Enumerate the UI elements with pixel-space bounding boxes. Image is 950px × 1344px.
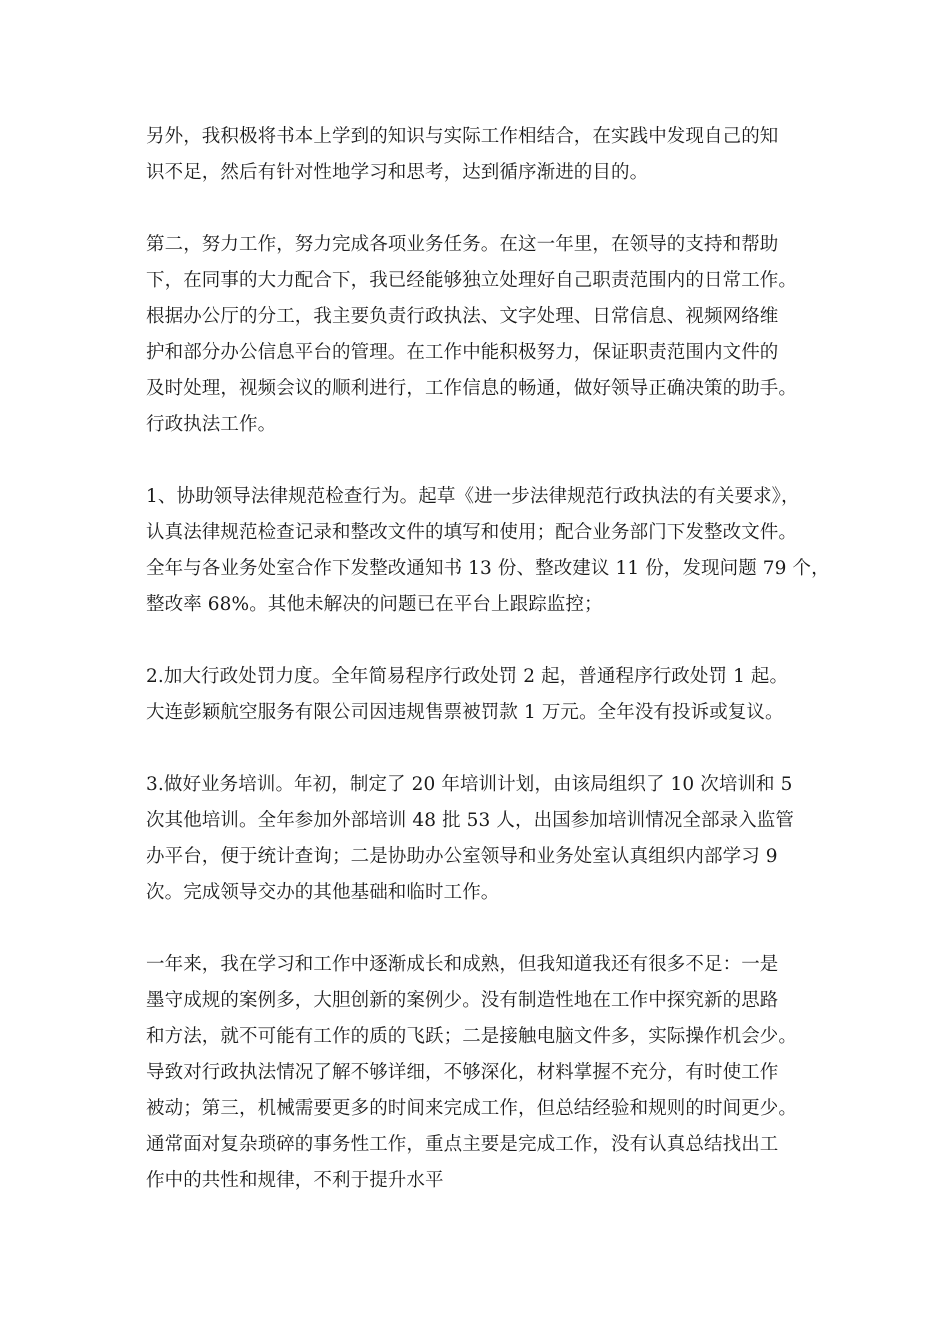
paragraph-study-practice [146, 119, 826, 191]
text-line: 被动；第三，机械需要更多的时间来完成工作，但总结经验和规则的时间更少。 [146, 1098, 798, 1119]
text-line: 2.加大行政处罚力度。全年简易程序行政处罚 2 起，普通程序行政处罚 1 起。 [146, 666, 789, 687]
paragraph-shortcomings [146, 947, 826, 1199]
text-line: 通常面对复杂琐碎的事务性工作，重点主要是完成工作，没有认真总结找出工 [146, 1134, 779, 1155]
paragraph-item-1-inspection [146, 479, 830, 623]
text-line: 办平台，便于统计查询；二是协助办公室领导和业务处室认真组织内部学习 9 [146, 846, 778, 867]
paragraph-work-tasks [146, 227, 826, 443]
text-line: 整改率 68%。其他未解决的问题已在平台上跟踪监控； [146, 594, 603, 615]
paragraph-item-2-penalties [146, 659, 826, 731]
text-line: 行政执法工作。 [146, 414, 277, 435]
paragraph-item-3-training [146, 767, 826, 911]
text-line: 全年与各业务处室合作下发整改通知书 13 份、整改建议 11 份，发现问题 79 个， [146, 558, 830, 579]
text-line: 导致对行政执法情况了解不够详细，不够深化，材料掌握不充分，有时使工作 [146, 1062, 779, 1083]
text-line: 一年来，我在学习和工作中逐渐成长和成熟，但我知道我还有很多不足：一是 [146, 954, 779, 975]
text-line: 和方法，就不可能有工作的质的飞跃；二是接触电脑文件多，实际操作机会少。 [146, 1026, 798, 1047]
text-line: 次其他培训。全年参加外部培训 48 批 53 人，出国参加培训情况全部录入监管 [146, 810, 795, 831]
document-body [146, 119, 830, 1235]
text-line: 根据办公厅的分工，我主要负责行政执法、文字处理、日常信息、视频网络维 [146, 306, 779, 327]
text-line: 大连彭颖航空服务有限公司因违规售票被罚款 1 万元。全年没有投诉或复议。 [146, 702, 784, 723]
text-line: 作中的共性和规律，不利于提升水平 [146, 1170, 444, 1191]
text-line: 另外，我积极将书本上学到的知识与实际工作相结合，在实践中发现自己的知 [146, 126, 779, 147]
text-line: 1、协助领导法律规范检查行为。起草《进一步法律规范行政执法的有关要求》， [146, 486, 800, 507]
text-line: 3.做好业务培训。年初，制定了 20 年培训计划，由该局组织了 10 次培训和 5 [146, 774, 793, 795]
text-line: 护和部分办公信息平台的管理。在工作中能积极努力，保证职责范围内文件的 [146, 342, 779, 363]
text-line: 第二，努力工作，努力完成各项业务任务。在这一年里，在领导的支持和帮助 [146, 234, 779, 255]
text-line: 次。完成领导交办的其他基础和临时工作。 [146, 882, 500, 903]
text-line: 及时处理，视频会议的顺利进行，工作信息的畅通，做好领导正确决策的助手。 [146, 378, 798, 399]
text-line: 下，在同事的大力配合下，我已经能够独立处理好自己职责范围内的日常工作。 [146, 270, 798, 291]
text-line: 认真法律规范检查记录和整改文件的填写和使用；配合业务部门下发整改文件。 [146, 522, 798, 543]
text-line: 墨守成规的案例多，大胆创新的案例少。没有制造性地在工作中探究新的思路 [146, 990, 779, 1011]
text-line: 识不足，然后有针对性地学习和思考，达到循序渐进的目的。 [146, 162, 649, 183]
